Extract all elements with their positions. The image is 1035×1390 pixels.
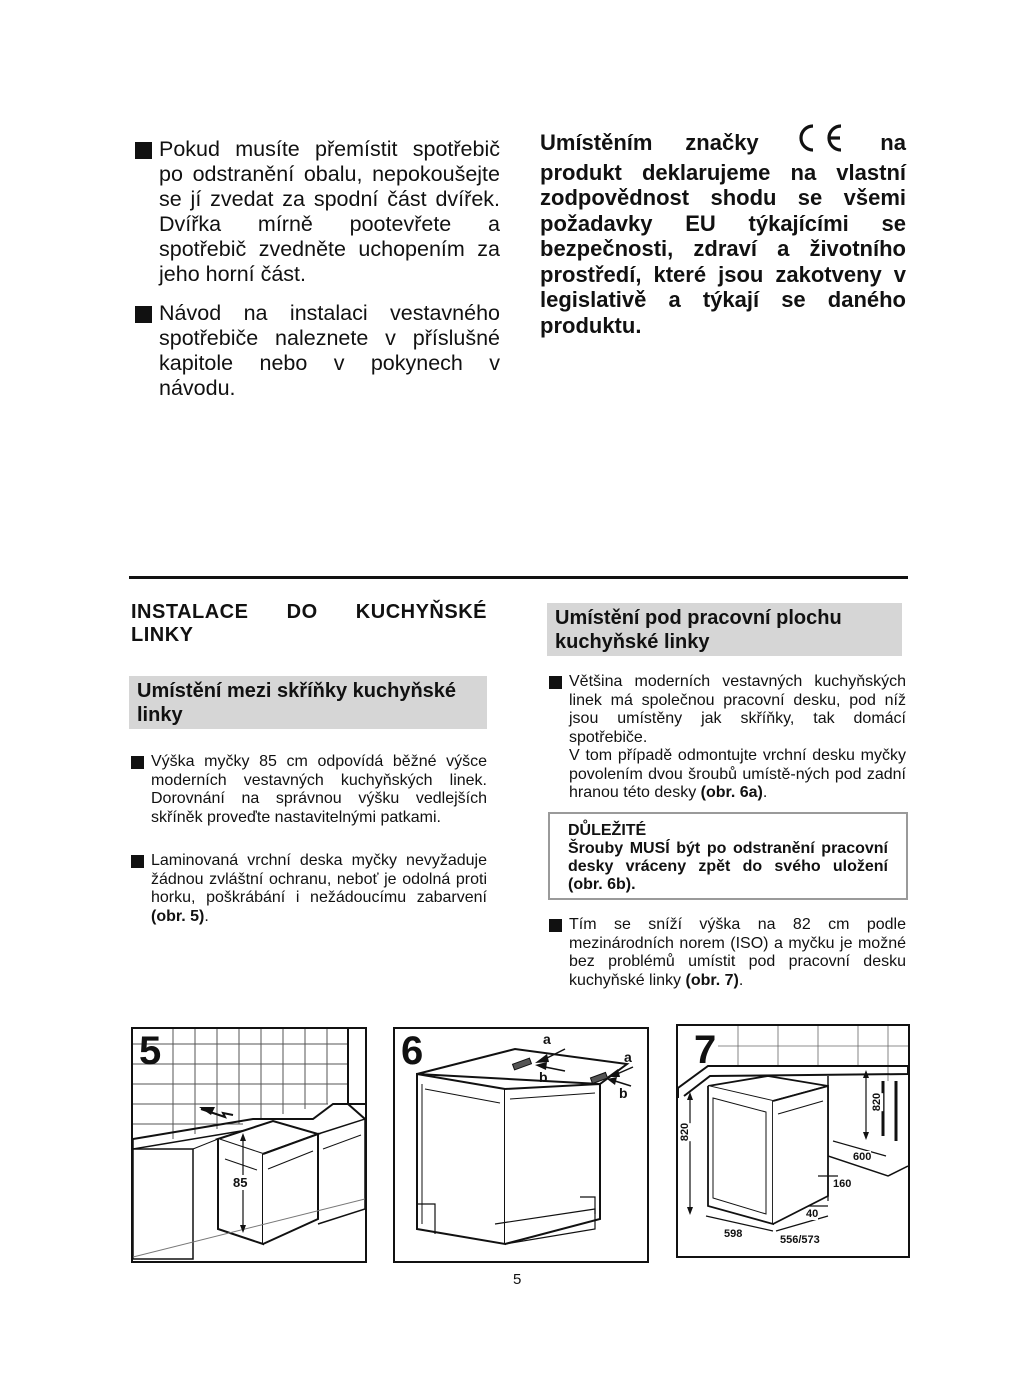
figure-6-label-a1: a [543, 1031, 551, 1047]
bullet-height: Výška myčky 85 cm odpovídá běžné výšce moderních vestavných kuchyňských linek. Dorovnání na správnou výšku vedlejších skříněk proveďte nastavitelnými patkami. [131, 753, 487, 827]
figure-5 [131, 1027, 367, 1263]
bullet-square-icon [549, 919, 562, 932]
page-number: 5 [513, 1271, 522, 1288]
bullet-square-icon [135, 142, 152, 159]
section-heading: INSTALACE DO KUCHYŇSKÉ LINKY [131, 601, 487, 646]
notice-text: Šrouby MUSÍ být po odstranění pracovní desky vráceny zpět do svého uložení (obr. 6b). [568, 840, 888, 893]
ce-mark-icon [791, 122, 847, 160]
figure-6-label-b1: b [539, 1069, 548, 1085]
figure-7-dim-600: 600 [853, 1151, 872, 1163]
figure-5-number: 5 [139, 1029, 162, 1073]
figure-7-dim-160: 160 [833, 1178, 852, 1190]
section-divider [129, 576, 908, 579]
figure-6-label-b2: b [619, 1085, 628, 1101]
figure-7-dim-556: 556/573 [780, 1234, 820, 1246]
figure-7 [676, 1024, 910, 1258]
subheading-between-cabinets: Umístění mezi skříňky kuchyňské linky [129, 676, 487, 729]
figure-7-dim-820-left: 820 [679, 1122, 692, 1142]
top-bullet-move: Pokud musíte přemístit spotřebič po odstranění obalu, nepokoušejte se jí zvedat za spodní část dvířek. Dvířka mírně pootevřete a spotřebič zvedněte uchopením za jeho horní část. [135, 137, 500, 287]
ce-declaration: Umístěním značky na produkt deklarujeme na vlastní zodpovědnost shodu se všemi požadavky EU týkajícími se bezpečnosti, zdraví a životního prostředí, které jsou zakotveny v legislativě a týkají se daného produktu. [540, 122, 906, 338]
figure-5-dim-85: 85 [233, 1175, 248, 1190]
figure-7-dim-820-right: 820 [871, 1092, 884, 1112]
bullet-square-icon [549, 676, 562, 689]
bullet-square-icon [131, 855, 144, 868]
bullet-worktop: Většina moderních vestavných kuchyňských linek má společnou pracovní desku, pod níž jsou umístěny jak skříňky, tak domácí spotřebiče. V tom případě odmontujte vrchní desku myčky povolením dvou šroubů umístě-ných pod zadní hranou této desky (obr. 6a). [549, 673, 906, 803]
figure-6-number: 6 [401, 1029, 424, 1073]
top-bullet-install: Návod na instalaci vestavného spotřebiče naleznete v příslušné kapitole nebo v pokynech v návodu. [135, 301, 500, 401]
figure-5-illustration [133, 1029, 365, 1261]
bullet-square-icon [131, 756, 144, 769]
figure-6-illustration [395, 1029, 647, 1261]
bullet-iso: Tím se sníží výška na 82 cm podle mezinárodních norem (ISO) a myčku je možné bez problémů umístit pod pracovní desku kuchyňské linky (obr. 7). [549, 916, 906, 990]
figure-6 [393, 1027, 649, 1263]
important-notice [548, 812, 908, 900]
figure-7-dim-40: 40 [806, 1208, 819, 1220]
figure-7-dim-598: 598 [724, 1228, 743, 1240]
subheading-under-worktop: Umístění pod pracovní plochu kuchyňské linky [547, 603, 902, 656]
bullet-laminate: Laminovaná vrchní deska myčky nevyžaduje žádnou zvláštní ochranu, neboť je odolná proti horku, poškrábání i nežádoucímu zabarvení (obr. 5). [131, 852, 487, 926]
notice-title: DŮLEŽITÉ [568, 822, 647, 839]
wall-tiles [133, 1029, 348, 1139]
figure-7-number: 7 [694, 1028, 717, 1072]
bullet-square-icon [135, 306, 152, 323]
figure-6-label-a2: a [624, 1049, 632, 1065]
